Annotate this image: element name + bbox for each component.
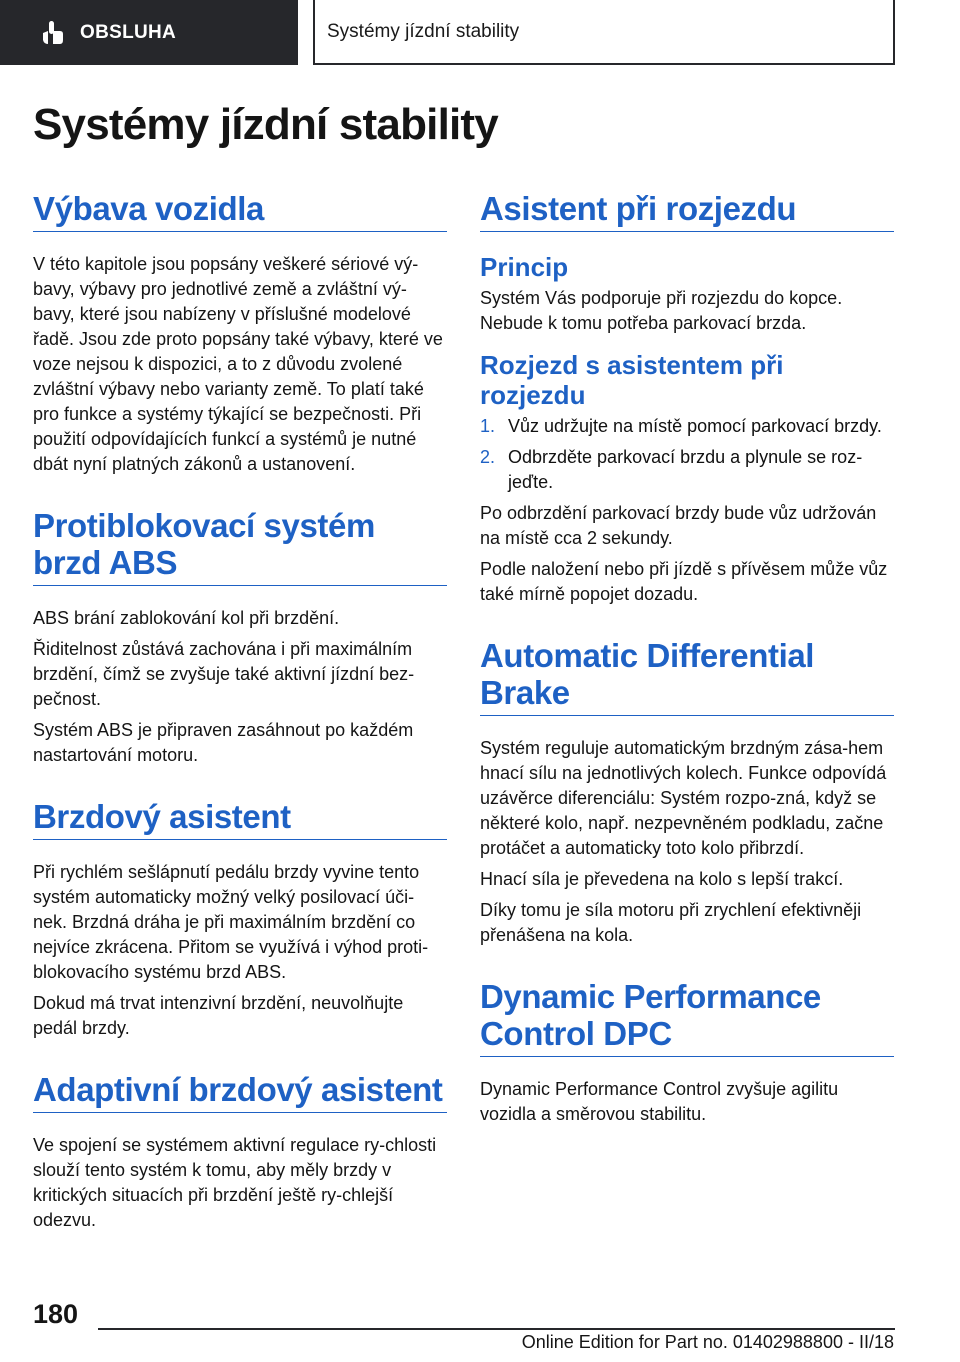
paragraph: V této kapitole jsou popsány veškeré sériové vý‐bavy, výbavy pro jednotlivé země a zvláštní vý‐bavy, které jsou nabízeny v příslušné modelové řadě. Jsou zde proto popsány také výbavy, které ve voze nejsou k dispozici, a to z důvodu zvolené zvláštní výbavy nebo varianty země. To platí také pro funkce a systémy týkající se bezpečnosti. Při použití odpovídajících funkcí a systémů je nutné dbát nyní platných zákonů a ustanovení. [33,254,443,474]
section-asistent-pri-rozjezdu [480,190,894,607]
paragraph: Ve spojení se systémem aktivní regulace ry‐chlosti slouží tento systém k tomu, aby měly brzdy v kritických situacích při brzdění ještě ry‐chlejší odezvu. [33,1135,437,1230]
section-heading: Adaptivní brzdový asistent [33,1071,447,1113]
paragraph: Dokud má trvat intenzivní brzdění, neuvolňujte pedál brzdy. [33,993,404,1038]
section-heading: Asistent při rozjezdu [480,190,894,232]
section-brzdovy-asistent [33,798,447,1041]
paragraph: Systém Vás podporuje při rozjezdu do kopce. Nebude k tomu potřeba parkovací brzda. [480,288,843,333]
paragraph: Při rychlém sešlápnutí pedálu brzdy vyvine tento systém automaticky možný velký posilovací úči‐nek. Brzdná dráha je při maximálním brzdění co nejvíce zkrácena. Přitom se využívá i výhod proti‐blokovacího systému brzd ABS. [33,862,429,982]
section-abs [33,507,447,768]
hand-pointer-icon [40,20,64,46]
section-heading: Automatic Differential Brake [480,637,894,716]
page-title: Systémy jízdní stability [33,100,498,149]
section-heading: Brzdový asistent [33,798,447,840]
paragraph: Po odbrzdění parkovací brzdy bude vůz udržován na místě cca 2 sekundy. [480,503,877,548]
step-number: 2. [480,447,496,467]
section-dynamic-performance-control [480,978,894,1127]
subsection-heading: Rozjezd s asistentem při rozjezdu [480,350,784,410]
right-column [480,190,894,1157]
paragraph: Systém reguluje automatickým brzdným zása‐hem hnací sílu na jednotlivých kolech. Funkce odpovídá uzávěrce diferenciálu: Systém rozpo‐zná, když se některé kolo, např. nezpevněném podkladu, začne protáčet a automaticky toto kolo přibrzdí. [480,738,887,858]
list-item [480,445,894,495]
subsection-heading: Princip [480,252,569,282]
paragraph: Hnací síla je převedena na kolo s lepší trakcí. [480,869,844,889]
paragraph: Řiditelnost zůstává zachována i při maximálním brzdění, čímž se zvyšuje také aktivní jízdní bez‐pečnost. [33,639,415,709]
footer-edition-text: Online Edition for Part no. 01402988800 - II/18 [521,1332,894,1352]
step-text: Vůz udržujte na místě pomocí parkovací brzdy. [508,416,882,436]
header-section-title: Systémy jízdní stability [313,0,895,65]
step-text: Odbrzděte parkovací brzdu a plynule se roz‐jeďte. [508,447,863,492]
paragraph: Dynamic Performance Control zvyšuje agilitu vozidla a směrovou stabilitu. [480,1079,839,1124]
paragraph: Systém ABS je připraven zasáhnout po každém nastartování motoru. [33,720,414,765]
left-column [33,190,447,1263]
subsection-rozjezd [480,350,894,607]
page-number: 180 [33,1299,79,1329]
section-adaptivni-brzdovy-asistent [33,1071,447,1233]
section-heading: Protiblokovací systém brzd ABS [33,507,447,586]
header-tab [0,0,298,65]
header-tab-label: OBSLUHA [80,21,177,43]
footer-divider [98,1328,895,1330]
steps-list [480,414,894,495]
section-vybava-vozidla [33,190,447,477]
list-item [480,414,894,439]
paragraph: Díky tomu je síla motoru při zrychlení efektivněji přenášena na kola. [480,900,862,945]
paragraph: ABS brání zablokování kol při brzdění. [33,608,340,628]
paragraph: Podle naložení nebo při jízdě s přívěsem může vůz také mírně popojet dozadu. [480,559,888,604]
section-heading: Výbava vozidla [33,190,447,232]
section-heading: Dynamic Performance Control DPC [480,978,894,1057]
subsection-princip [480,252,894,336]
step-number: 1. [480,416,496,436]
section-automatic-differential-brake [480,637,894,948]
